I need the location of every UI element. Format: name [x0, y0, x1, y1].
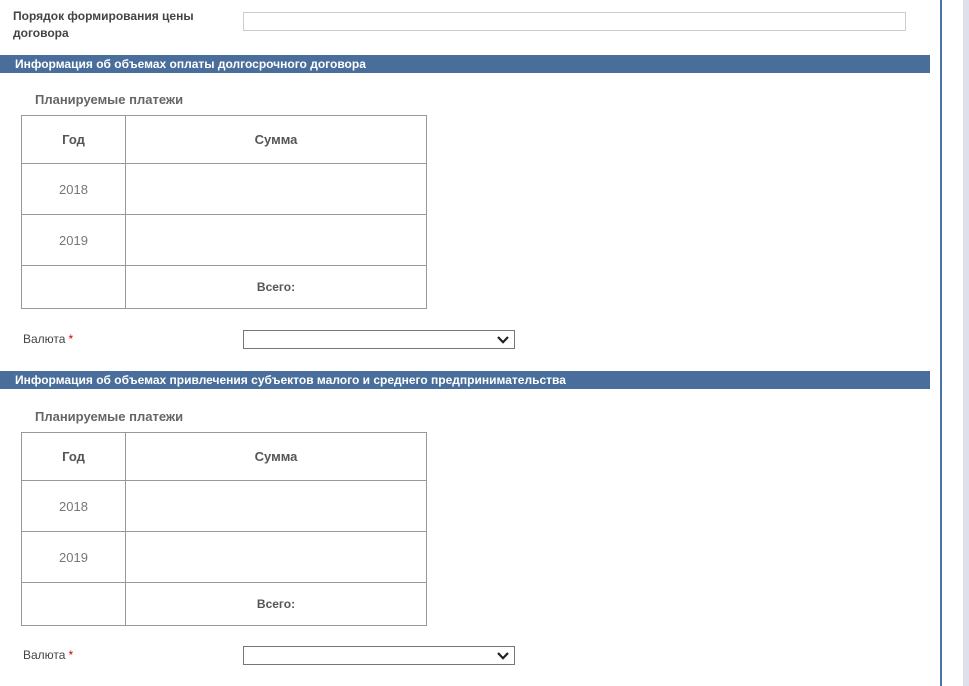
table-row [22, 215, 427, 266]
table-header-row [22, 116, 427, 164]
planned-payments-table [21, 115, 427, 309]
sum-column-header: Сумма [126, 433, 427, 481]
sum-cell [126, 532, 427, 583]
table-row [22, 532, 427, 583]
sum-cell [126, 481, 427, 532]
sum-cell [126, 164, 427, 215]
price-order-label: Порядок формирования цены договора [13, 9, 194, 40]
currency-select[interactable] [243, 330, 515, 349]
year-cell: 2018 [22, 481, 126, 532]
price-order-input[interactable] [243, 12, 906, 31]
section-header-payment-volumes: Информация об объемах оплаты долгосрочного договора [0, 55, 930, 73]
currency-label-text: Валюта [23, 332, 66, 346]
section-header-sme-involvement: Информация об объемах привлечения субъектов малого и среднего предпринимательства [0, 371, 930, 389]
scrollbar[interactable] [963, 0, 969, 686]
content-right-border [940, 0, 942, 686]
total-row [22, 266, 427, 309]
required-asterisk: * [68, 332, 74, 346]
table-row [22, 164, 427, 215]
currency-label [23, 332, 73, 346]
year-cell: 2018 [22, 164, 126, 215]
year-column-header: Год [22, 116, 126, 164]
year-cell: 2019 [22, 532, 126, 583]
table-row [22, 481, 427, 532]
year-column-header: Год [22, 433, 126, 481]
chevron-down-icon [497, 652, 509, 660]
planned-payments-table [21, 432, 427, 626]
chevron-down-icon [497, 336, 509, 344]
total-row [22, 583, 427, 626]
total-label-cell: Всего: [126, 583, 427, 626]
sum-column-header: Сумма [126, 116, 427, 164]
currency-label [23, 648, 73, 662]
empty-cell [22, 583, 126, 626]
sum-cell [126, 215, 427, 266]
required-asterisk: * [68, 648, 74, 662]
planned-payments-title: Планируемые платежи [35, 409, 184, 424]
table-header-row [22, 433, 427, 481]
year-cell: 2019 [22, 215, 126, 266]
total-label-cell: Всего: [126, 266, 427, 309]
currency-select[interactable] [243, 646, 515, 665]
empty-cell [22, 266, 126, 309]
planned-payments-title: Планируемые платежи [35, 92, 184, 107]
currency-label-text: Валюта [23, 648, 66, 662]
